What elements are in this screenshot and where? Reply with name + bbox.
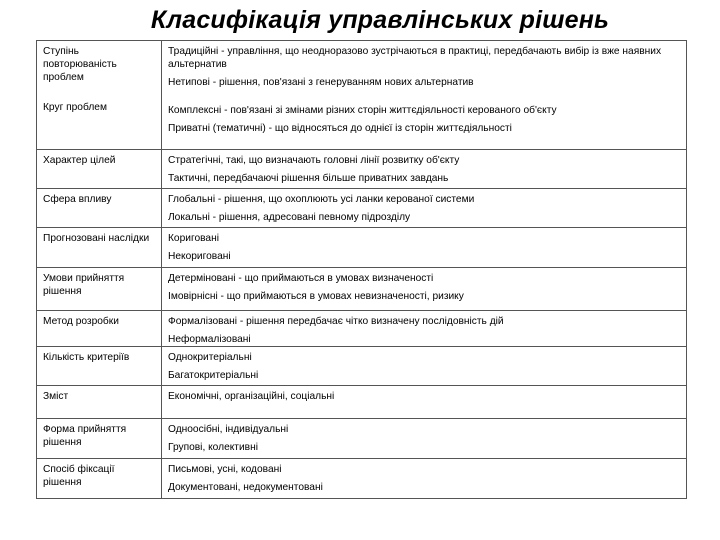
value-text: Економічні, організаційні, соціальні — [168, 391, 335, 402]
values-cell — [162, 189, 687, 228]
table-row — [37, 41, 687, 150]
values-cell — [162, 347, 687, 386]
value-text: Некориговані — [168, 251, 231, 262]
value-text: Стратегічні, такі, що визначають головні лінії розвитку об'єкту — [168, 155, 460, 166]
value-text: Одноосібні, індивідуальні — [168, 424, 289, 435]
value-text: Документовані, недокументовані — [168, 482, 323, 493]
criterion-cell — [37, 268, 162, 311]
criterion-cell — [37, 386, 162, 419]
criterion-label: Ступінь повторюваність проблем — [43, 46, 117, 83]
criterion-label: Метод розробки — [43, 316, 119, 327]
table-row — [37, 386, 687, 419]
value-text: Глобальні - рішення, що охоплюють усі ланки керованої системи — [168, 194, 475, 205]
values-cell — [162, 311, 687, 347]
value-text: Локальні - рішення, адресовані певному підрозділу — [168, 212, 411, 223]
value-text: Імовірнісні - що приймаються в умовах невизначеності, ризику — [168, 291, 464, 302]
criterion-label: Спосіб фіксації рішення — [43, 464, 115, 488]
criterion-label: Круг проблем — [43, 102, 107, 113]
criterion-label: Характер цілей — [43, 155, 116, 166]
table-row — [37, 268, 687, 311]
table-row — [37, 189, 687, 228]
criterion-cell — [37, 189, 162, 228]
table-row — [37, 228, 687, 268]
values-cell — [162, 41, 687, 150]
value-text: Нетипові - рішення, пов'язані з генеруванням нових альтернатив — [168, 77, 474, 88]
criterion-cell — [37, 419, 162, 459]
value-text: Однокритеріальні — [168, 352, 252, 363]
value-text: Неформалізовані — [168, 334, 251, 345]
criterion-label: Форма прийняття рішення — [43, 424, 127, 448]
criterion-label: Сфера впливу — [43, 194, 112, 205]
criterion-cell — [37, 150, 162, 189]
table-row — [37, 419, 687, 459]
criterion-label: Зміст — [43, 391, 69, 402]
value-text: Тактичні, передбачаючі рішення більше приватних завдань — [168, 173, 449, 184]
criterion-cell — [37, 228, 162, 268]
value-text: Формалізовані - рішення передбачає чітко визначену послідовність дій — [168, 316, 504, 327]
criterion-label: Прогнозовані наслідки — [43, 233, 150, 244]
value-text: Багатокритеріальні — [168, 370, 259, 381]
table-row — [37, 347, 687, 386]
criterion-label: Кількість критеріїв — [43, 352, 130, 363]
page-title: Класифікація управлінських рішень — [150, 6, 610, 34]
value-text: Групові, колективні — [168, 442, 258, 453]
value-text: Приватні (тематичні) - що відносяться до однієї із сторін життєдіяльності — [168, 123, 512, 134]
table-row — [37, 150, 687, 189]
criterion-label: Умови прийняття рішення — [43, 273, 125, 297]
table-row — [37, 459, 687, 499]
table-row — [37, 311, 687, 347]
values-cell — [162, 228, 687, 268]
classification-table — [36, 40, 687, 499]
value-text: Кориговані — [168, 233, 219, 244]
values-cell — [162, 150, 687, 189]
value-text: Комплексні - пов'язані зі змінами різних сторін життєдіяльності керованого об'єкту — [168, 105, 557, 116]
criterion-cell — [37, 459, 162, 499]
value-text: Детерміновані - що приймаються в умовах визначеності — [168, 273, 434, 284]
value-text: Традиційні - управління, що неодноразово зустрічаються в практиці, передбачають вибір із вже наявних альтернатив — [168, 46, 662, 70]
values-cell — [162, 459, 687, 499]
criterion-cell — [37, 41, 162, 150]
values-cell — [162, 268, 687, 311]
value-text: Письмові, усні, кодовані — [168, 464, 282, 475]
criterion-cell — [37, 347, 162, 386]
values-cell — [162, 386, 687, 419]
values-cell — [162, 419, 687, 459]
criterion-cell — [37, 311, 162, 347]
